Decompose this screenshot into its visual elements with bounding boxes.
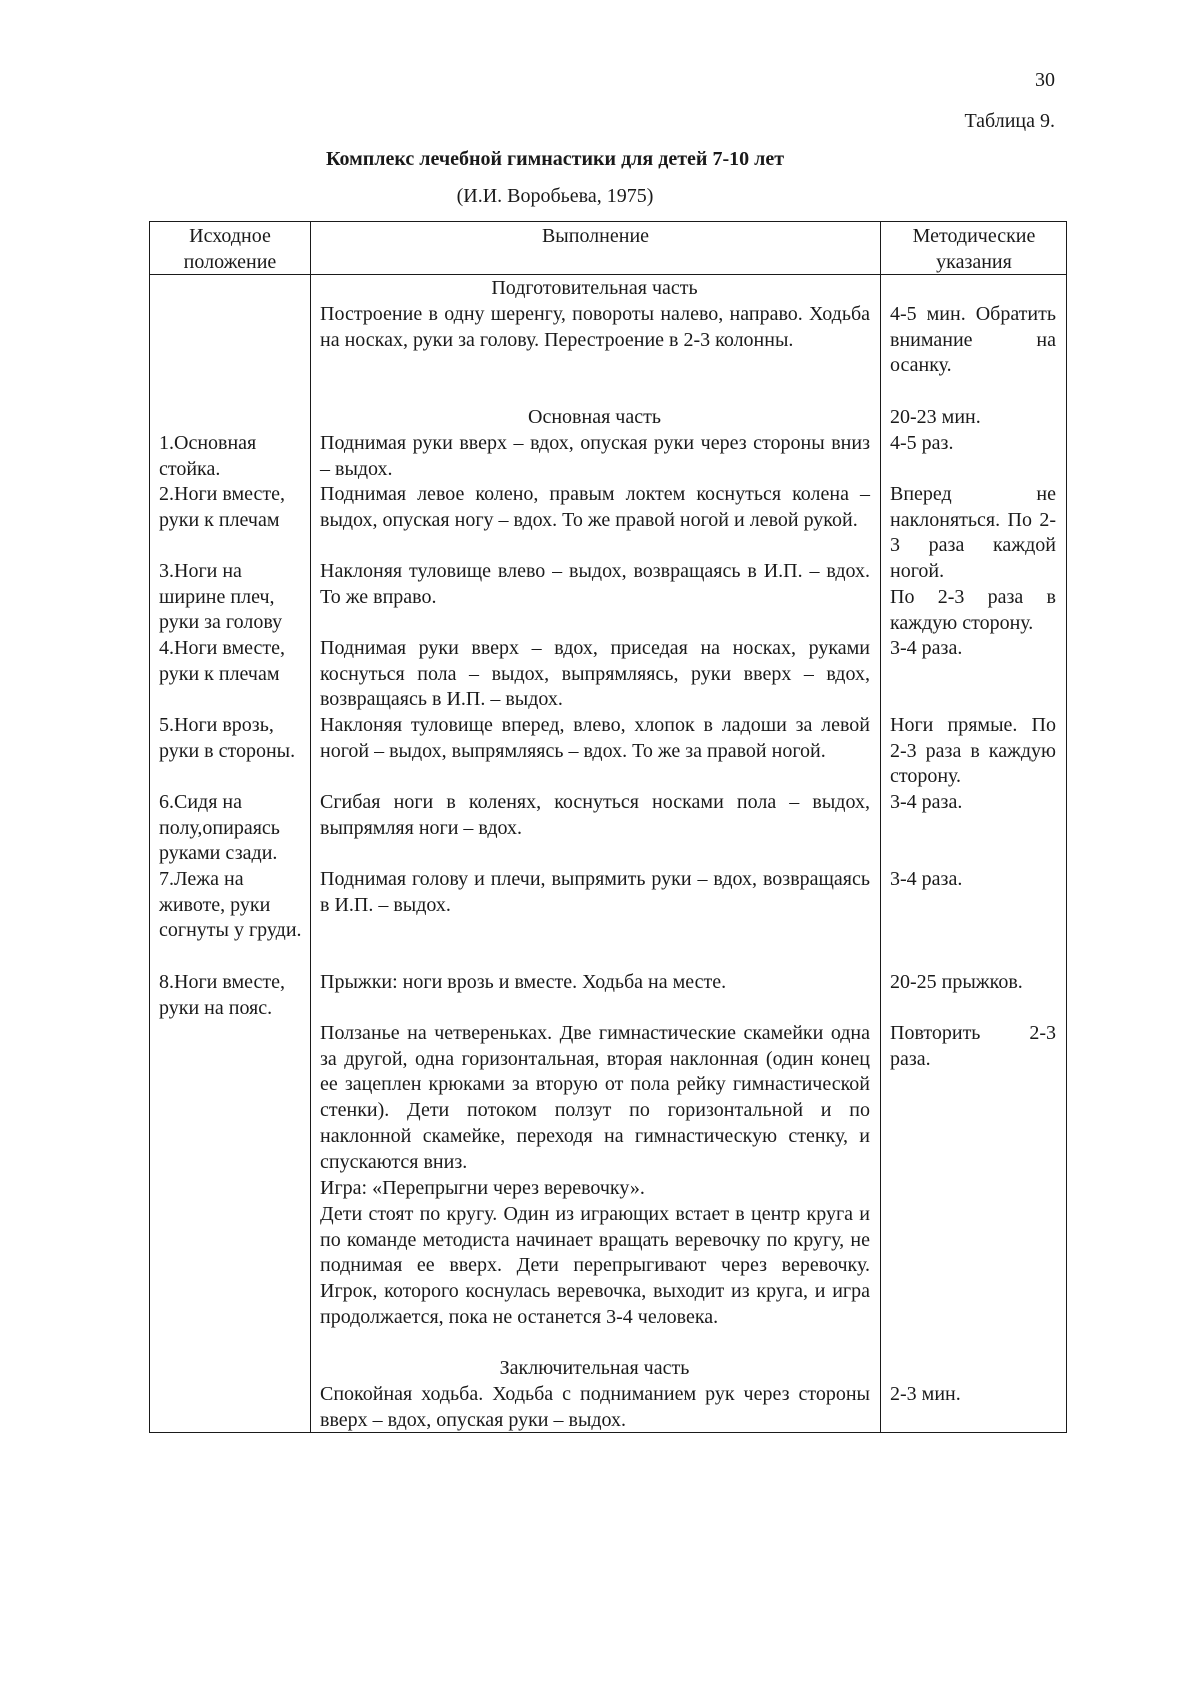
exercise-3-execution: Наклоняя туловище влево – выдох, возвращаясь в И.П. – вдох. То же вправо.: [320, 560, 870, 608]
final-execution: Спокойная ходьба. Ходьба с подниманием рук через стороны вверх – вдох, опуская руки – выдох.: [320, 1383, 870, 1431]
exercise-3-position: 3.Ноги на ширине плеч, руки за голову: [159, 560, 283, 634]
table-caption: Таблица 9.: [964, 110, 1055, 132]
preparatory-note: 4-5 мин. Обратить внимание на осанку.: [890, 303, 1056, 377]
exercise-8-execution: Прыжки: ноги врозь и вместе. Ходьба на месте.: [320, 971, 727, 993]
section-final: Заключительная часть: [499, 1357, 690, 1379]
exercise-7-note: 3-4 раза.: [890, 868, 963, 890]
exercise-5-note: Ноги прямые. По 2-3 раза в каждую сторону.: [890, 714, 1056, 788]
crawl-note: Повторить 2-3 раза.: [890, 1022, 1056, 1070]
exercise-6-execution: Сгибая ноги в коленях, коснуться носками пола – выдох, выпрямляя ноги – вдох.: [320, 791, 870, 839]
final-note: 2-3 мин.: [890, 1383, 961, 1405]
document-title: Комплекс лечебной гимнастики для детей 7-10 лет: [325, 148, 785, 170]
exercise-1-execution: Поднимая руки вверх – вдох, опуская руки через стороны вниз – выдох.: [320, 432, 870, 480]
exercise-6-position: 6.Сидя на полу,опираясь руками сзади.: [159, 791, 280, 865]
exercise-7-position: 7.Лежа на животе, руки согнуты у груди.: [159, 868, 302, 942]
document-subtitle: (И.И. Воробьева, 1975): [456, 185, 654, 207]
exercise-4-execution: Поднимая руки вверх – вдох, приседая на носках, руками коснуться пола – выдох, выпрямляясь, руки вверх – вдох, возвращаясь в И.П. – выдох.: [320, 637, 870, 711]
header-position: Исходное положение: [183, 225, 277, 273]
exercise-5-position: 5.Ноги врозь, руки в стороны.: [159, 714, 296, 762]
exercise-4-note: 3-4 раза.: [890, 637, 963, 659]
header-execution: Выполнение: [541, 225, 650, 247]
column-divider: [310, 222, 311, 1432]
game-description: Дети стоят по кругу. Один из играющих встает в центр круга и по команде методиста начинает вращать веревочку по кругу, не поднимая ее вверх. Дети перепрыгивают через веревочку. Игрок, которого коснулась веревочка, выходит из круга, и игра продолжается, пока не останется 3-4 человека.: [320, 1203, 870, 1328]
exercise-2-note: Вперед не наклоняться. По 2-3 раза каждой ногой.: [890, 483, 1056, 583]
game-title: Игра: «Перепрыгни через веревочку».: [320, 1177, 645, 1199]
section-main: Основная часть: [528, 406, 661, 428]
exercise-2-execution: Поднимая левое колено, правым локтем коснуться колена – выдох, опуская ногу – вдох. То же правой ногой и левой рукой.: [320, 483, 870, 531]
exercise-3-note: По 2-3 раза в каждую сторону.: [890, 586, 1056, 634]
crawl-execution: Ползанье на четвереньках. Две гимнастические скамейки одна за другой, одна горизонтальная, вторая наклонная (один конец ее зацеплен крюками за вторую от пола рейку гимнастической стенки). Дети потоком ползут по горизонтальной и по наклонной скамейке, переходя на гимнастическую стенку, и спускаются вниз.: [320, 1022, 870, 1173]
preparatory-execution: Построение в одну шеренгу, повороты налево, направо. Ходьба на носках, руки за голову. Перестроение в 2-3 колонны.: [320, 303, 870, 351]
page-number: 30: [1035, 69, 1055, 91]
exercise-4-position: 4.Ноги вместе, руки к плечам: [159, 637, 285, 685]
exercise-2-position: 2.Ноги вместе, руки к плечам: [159, 483, 285, 531]
exercise-6-note: 3-4 раза.: [890, 791, 963, 813]
exercise-1-note: 4-5 раз.: [890, 432, 954, 454]
main-duration-note: 20-23 мин.: [890, 406, 981, 428]
exercise-7-execution: Поднимая голову и плечи, выпрямить руки – вдох, возвращаясь в И.П. – выдох.: [320, 868, 870, 916]
exercise-8-note: 20-25 прыжков.: [890, 971, 1023, 993]
exercise-5-execution: Наклоняя туловище вперед, влево, хлопок в ладоши за левой ногой – выдох, выпрямляясь – вдох. То же за правой ногой.: [320, 714, 870, 762]
exercise-1-position: 1.Основная стойка.: [159, 432, 257, 480]
exercise-8-position: 8.Ноги вместе, руки на пояс.: [159, 971, 285, 1019]
column-divider: [880, 222, 881, 1432]
header-notes: Методические указания: [912, 225, 1036, 273]
section-preparatory: Подготовительная часть: [491, 277, 698, 299]
